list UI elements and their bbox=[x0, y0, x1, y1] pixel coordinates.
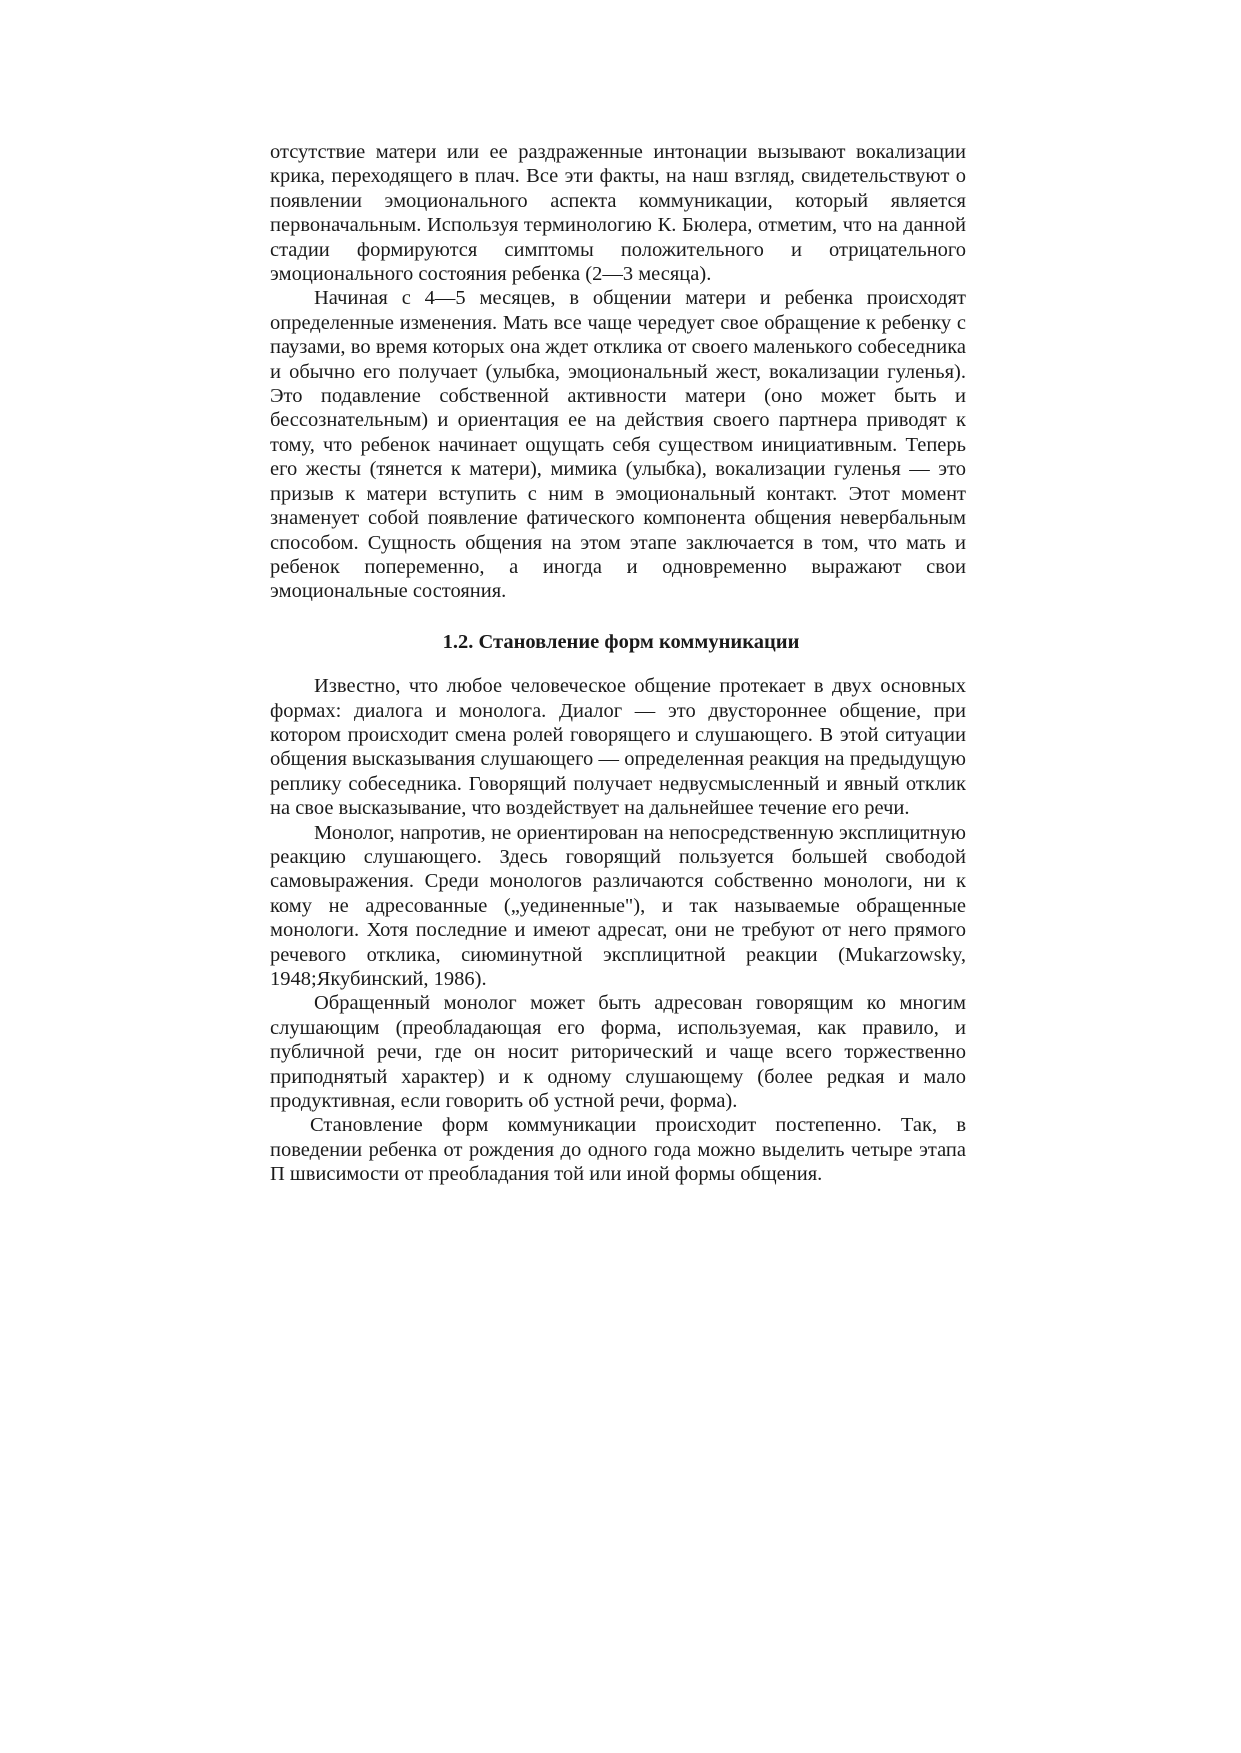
document-page bbox=[270, 140, 966, 1187]
paragraph-2: Начиная с 4—5 месяцев, в общении матери и ребенка происходят определенные изменения. Мать все чаще чередует свое обращение к ребенку с паузами, во время которых она ждет отклика от своего маленького собеседника и обычно его получает (улыбка, эмоциональный жест, вокализации гуленья). Это подавление собственной активности матери (оно может быть и бессознательным) и ориентация ее на действия своего партнера приводят к тому, что ребенок начинает ощущать себя существом инициативным. Теперь его жесты (тянется к матери), мимика (улыбка), вокализации гуленья — это призыв к матери вступить с ним в эмоциональный контакт. Этот момент знаменует собой появление фатического компонента общения невербальным способом. Сущность общения на этом этапе заключается в том, что мать и ребенок попеременно, а иногда и одновременно выражают свои эмоциональные состояния. bbox=[270, 287, 966, 603]
paragraph-5: Обращенный монолог может быть адресован говорящим ко многим слушающим (преобладающая его форма, используемая, как правило, и публичной речи, где он носит риторический и чаще всего торжественно приподнятый характер) и к одному слушающему (более редкая и мало продуктивная, если говорить об устной речи, форма). bbox=[270, 992, 966, 1113]
paragraph-3: Известно, что любое человеческое общение протекает в двух основных формах: диалога и монолога. Диалог — это двустороннее общение, при котором происходит смена ролей говорящего и слушающего. В этой ситуации общения высказывания слушающего — определенная реакция на предыдущую реплику собеседника. Говорящий получает недвусмысленный и явный отклик на свое высказывание, что воздействует на дальнейшее течение его речи. bbox=[270, 675, 966, 820]
paragraph-6: Становление форм коммуникации происходит постепенно. Так, в поведении ребенка от рождения до одного года можно выделить четыре этапа П швисимости от преобладания той или иной формы общения. bbox=[270, 1114, 966, 1186]
paragraph-1: отсутствие матери или ее раздраженные интонации вызывают вокализации крика, переходящего в плач. Все эти факты, на наш взгляд, свидетельствуют о появлении эмоционального аспекта коммуникации, который является первоначальным. Используя терминологию К. Бюлера, отметим, что на данной стадии формируются симптомы положительного и отрицательного эмоционального состояния ребенка (2—3 месяца). bbox=[270, 141, 966, 286]
paragraph-4: Монолог, напротив, не ориентирован на непосредственную эксплицитную реакцию слушающего. Здесь говорящий пользуется большей свободой самовыражения. Среди монологов различаются собственно монологи, ни к кому не адресованные („уединенные"), и так называемые обращенные монологи. Хотя последние и имеют адресат, они не требуют от него прямого речевого отклика, сиюминутной эксплицитной реакции (Mukarzowsky, 1948;Якубинский, 1986). bbox=[270, 821, 966, 990]
section-heading: 1.2. Становление форм коммуникации bbox=[442, 630, 800, 653]
